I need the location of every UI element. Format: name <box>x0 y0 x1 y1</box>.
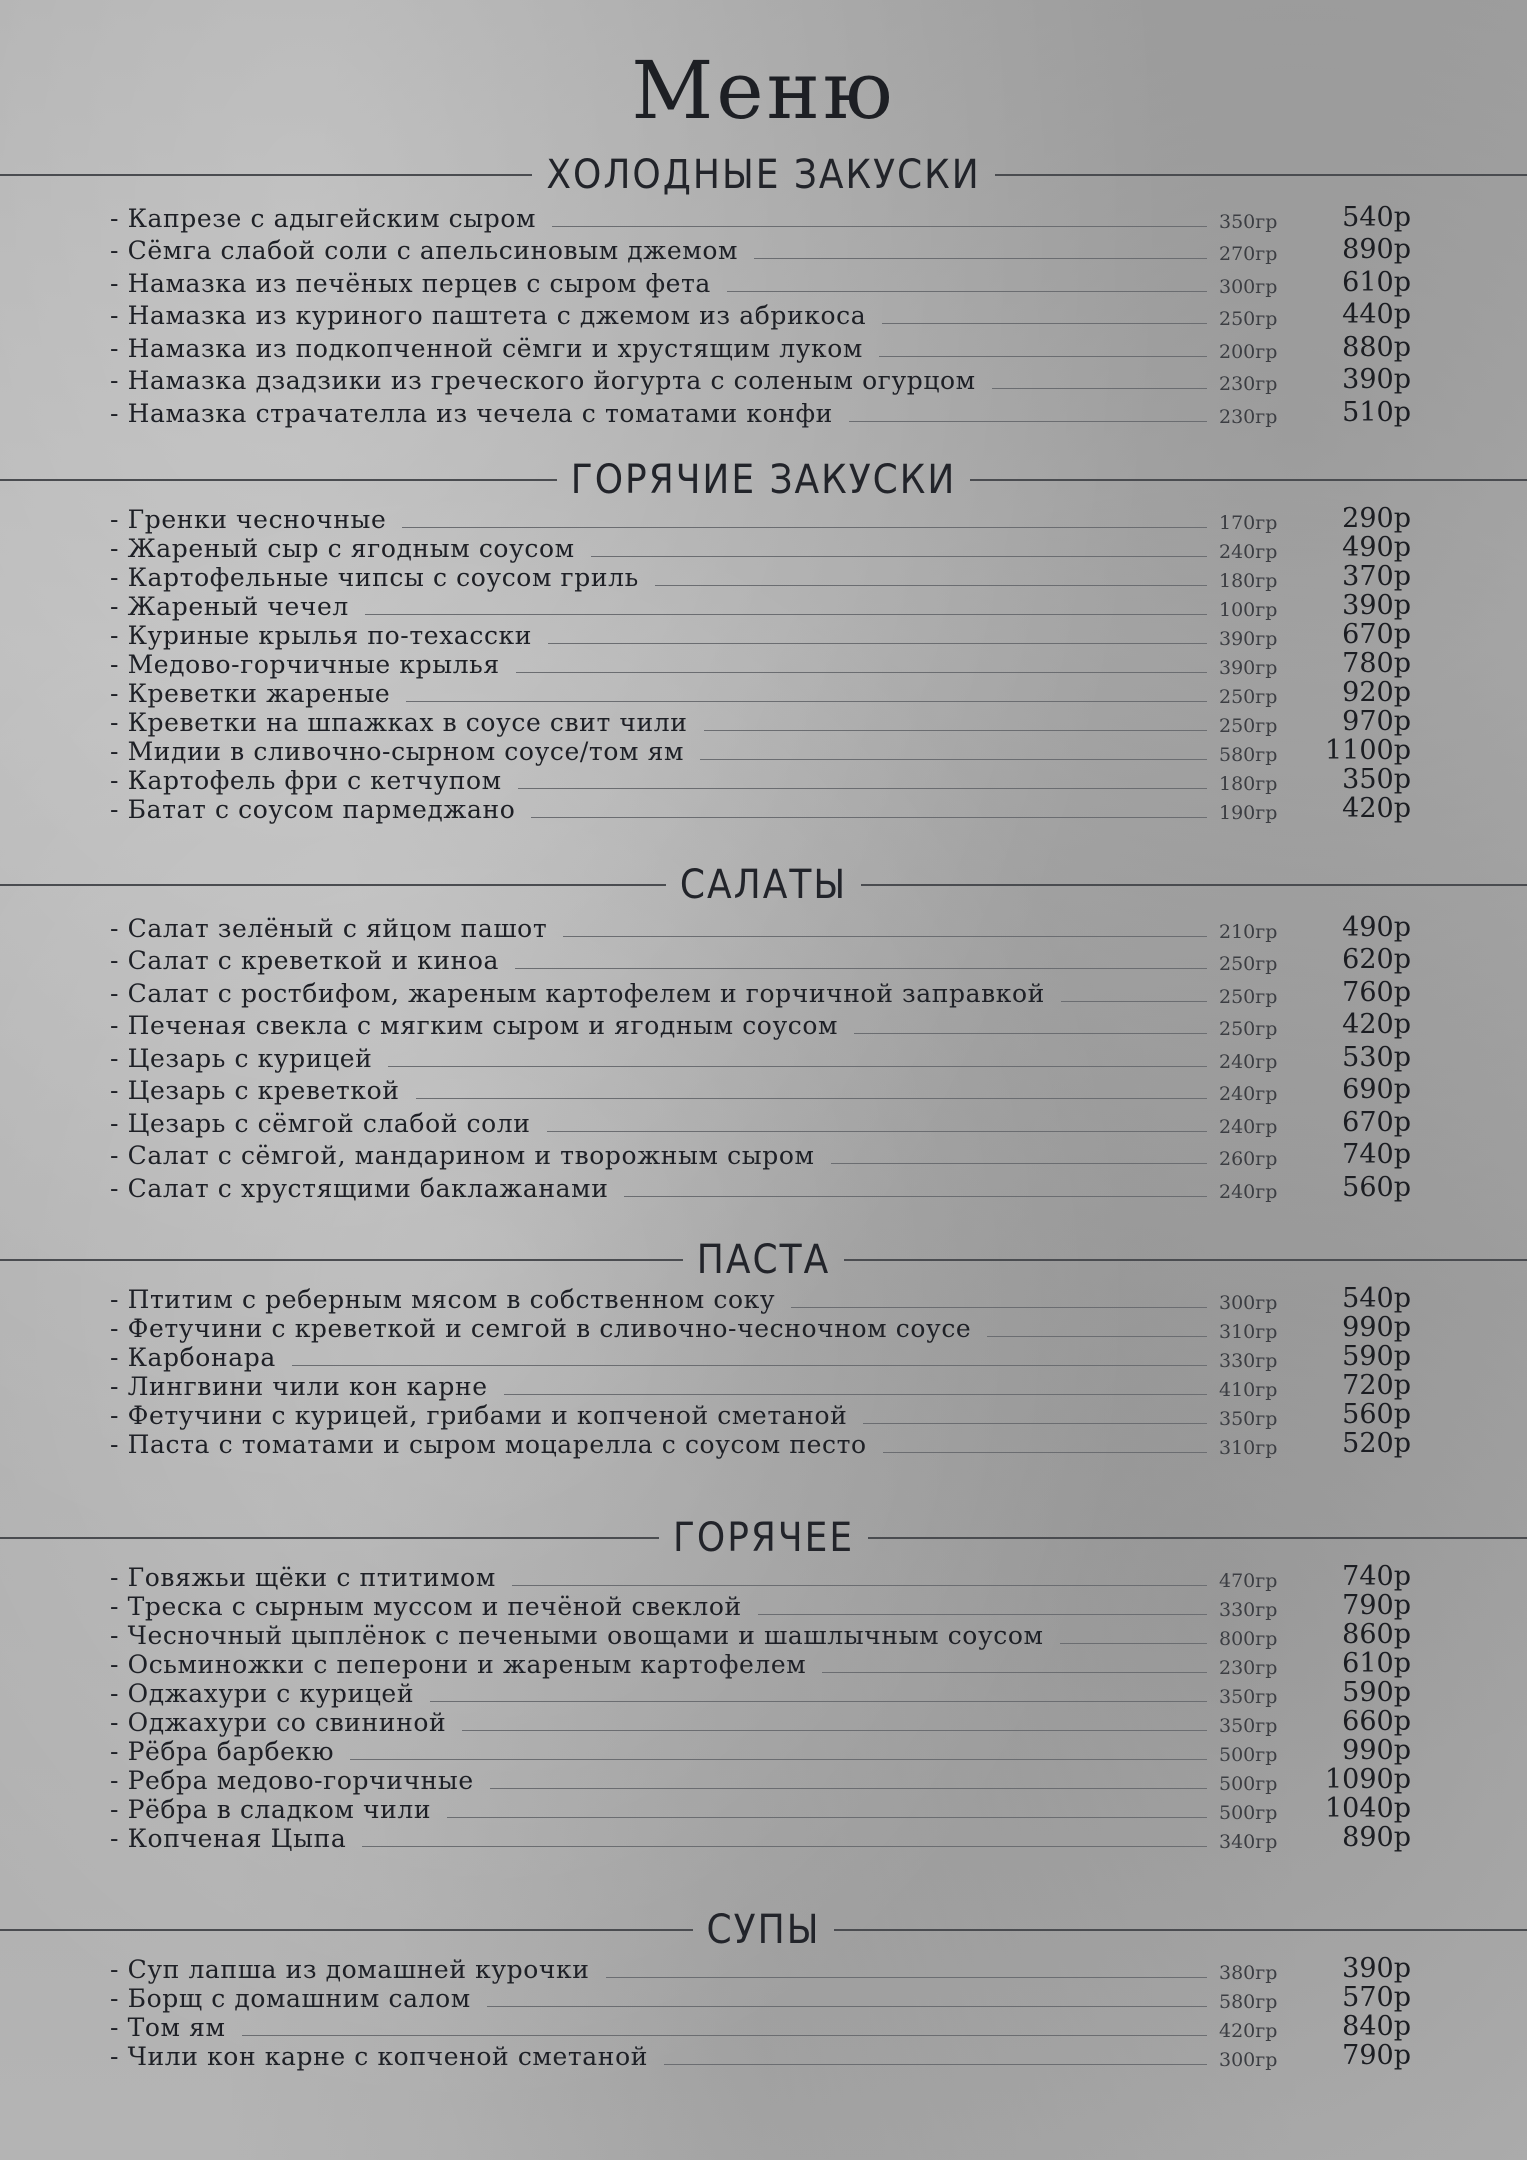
menu-item <box>0 975 1527 1008</box>
menu-section <box>0 1905 1527 2071</box>
menu-item <box>0 1621 1527 1650</box>
item-name: - Салат с креветкой и киноа <box>110 946 500 975</box>
item-price: 690р <box>1342 1074 1411 1105</box>
section-items <box>0 200 1527 428</box>
item-name: - Фетучини с курицей, грибами и копченой сметаной <box>110 1401 848 1430</box>
item-name: - Цезарь с курицей <box>110 1043 373 1073</box>
item-weight: 250гр <box>1219 686 1278 708</box>
item-weight: 200гр <box>1219 340 1278 363</box>
item-name: - Лингвини чили кон карне <box>110 1372 488 1401</box>
item-price: 390р <box>1342 590 1411 621</box>
section-rule-right <box>844 1259 1527 1261</box>
item-name: - Намазка из подкопченной сёмги и хрустящим луком <box>110 333 863 363</box>
item-price: 1040р <box>1325 1793 1411 1824</box>
menu-item <box>0 621 1527 650</box>
item-price: 760р <box>1342 976 1411 1008</box>
leader-line <box>242 2035 1207 2036</box>
section-header <box>0 1905 1527 1955</box>
item-weight: 100гр <box>1219 599 1278 621</box>
item-weight: 500гр <box>1219 1773 1278 1795</box>
menu-item <box>0 1372 1527 1401</box>
menu-item <box>0 1737 1527 1766</box>
item-price: 780р <box>1342 648 1411 679</box>
leader-line <box>606 1977 1207 1978</box>
leader-line <box>591 556 1207 557</box>
item-weight: 330гр <box>1219 1599 1278 1621</box>
item-weight: 180гр <box>1219 570 1278 592</box>
section-title: ПАСТА <box>696 1237 831 1283</box>
menu-item <box>0 1824 1527 1853</box>
item-price: 840р <box>1342 2011 1411 2042</box>
item-weight: 350гр <box>1219 1408 1278 1430</box>
item-weight: 390гр <box>1219 628 1278 650</box>
item-price: 670р <box>1342 619 1411 650</box>
item-weight: 310гр <box>1219 1437 1278 1459</box>
item-name: - Оджахури с курицей <box>110 1679 415 1708</box>
leader-line <box>882 323 1207 324</box>
section-rule-left <box>0 174 532 176</box>
item-price: 610р <box>1342 266 1411 298</box>
item-price: 740р <box>1342 1139 1411 1170</box>
item-weight: 230гр <box>1219 405 1278 428</box>
item-name: - Паста с томатами и сыром моцарелла с соусом песто <box>110 1430 867 1459</box>
item-name: - Чили кон карне с копченой сметаной <box>110 2042 648 2071</box>
item-weight: 250гр <box>1219 953 1278 975</box>
item-name: - Медово-горчичные крылья <box>110 650 500 679</box>
item-weight: 300гр <box>1219 275 1278 298</box>
item-weight: 230гр <box>1219 1657 1278 1679</box>
item-weight: 500гр <box>1219 1744 1278 1766</box>
item-name: - Жареный чечел <box>110 592 349 621</box>
item-weight: 240гр <box>1219 1115 1278 1138</box>
menu-item <box>0 737 1527 766</box>
item-weight: 240гр <box>1219 1180 1278 1203</box>
section-rule-right <box>995 174 1527 176</box>
item-price: 790р <box>1342 1590 1411 1621</box>
menu-item <box>0 1795 1527 1824</box>
item-price: 790р <box>1342 2040 1411 2071</box>
menu-item <box>0 1430 1527 1459</box>
item-price: 540р <box>1342 201 1411 233</box>
leader-line <box>822 1672 1207 1673</box>
leader-line <box>987 1336 1207 1337</box>
menu-item <box>0 708 1527 737</box>
menu-title: Меню <box>631 44 896 137</box>
item-price: 560р <box>1342 1171 1411 1203</box>
section-rule-left <box>0 1259 683 1261</box>
menu-item <box>0 1955 1527 1984</box>
section-title: ХОЛОДНЫЕ ЗАКУСКИ <box>546 152 981 198</box>
item-name: - Креветки на шпажках в соусе свит чили <box>110 708 688 737</box>
item-weight: 390гр <box>1219 657 1278 679</box>
section-rule-right <box>834 1929 1527 1931</box>
item-weight: 240гр <box>1219 1050 1278 1073</box>
item-name: - Том ям <box>110 2013 226 2042</box>
menu-item <box>0 650 1527 679</box>
item-weight: 270гр <box>1219 243 1278 265</box>
leader-line <box>515 968 1207 969</box>
menu-item <box>0 795 1527 824</box>
item-name: - Борщ с домашним салом <box>110 1984 471 2013</box>
item-price: 990р <box>1342 1735 1411 1766</box>
item-price: 490р <box>1342 532 1411 563</box>
leader-line <box>518 788 1207 789</box>
leader-line <box>758 1614 1207 1615</box>
item-price: 920р <box>1342 677 1411 708</box>
item-price: 590р <box>1342 1677 1411 1708</box>
item-weight: 190гр <box>1219 802 1278 824</box>
item-weight: 350гр <box>1219 1715 1278 1737</box>
menu-section <box>0 455 1527 824</box>
leader-line <box>831 1163 1207 1164</box>
item-weight: 240гр <box>1219 541 1278 563</box>
item-name: - Рёбра барбекю <box>110 1737 335 1766</box>
leader-line <box>462 1730 1207 1731</box>
section-items <box>0 1285 1527 1459</box>
item-price: 890р <box>1342 234 1411 265</box>
item-weight: 250гр <box>1219 715 1278 737</box>
item-weight: 420гр <box>1219 2020 1278 2042</box>
item-price: 510р <box>1342 396 1411 428</box>
item-name: - Копченая Цыпа <box>110 1824 347 1853</box>
item-name: - Картофельные чипсы с соусом гриль <box>110 563 639 592</box>
item-weight: 170гр <box>1219 512 1278 534</box>
item-name: - Рёбра в сладком чили <box>110 1795 432 1824</box>
menu-item <box>0 1170 1527 1203</box>
item-price: 860р <box>1342 1619 1411 1650</box>
menu-item <box>0 200 1527 233</box>
item-name: - Сёмга слабой соли с апельсиновым джемом <box>110 236 739 265</box>
menu-item <box>0 1563 1527 1592</box>
section-rule-left <box>0 1929 693 1931</box>
menu-item <box>0 1138 1527 1171</box>
menu-item <box>0 1285 1527 1314</box>
item-price: 520р <box>1342 1428 1411 1459</box>
leader-line <box>563 936 1207 937</box>
leader-line <box>700 759 1207 760</box>
menu-item <box>0 1592 1527 1621</box>
menu-item <box>0 505 1527 534</box>
item-price: 570р <box>1342 1982 1411 2013</box>
item-name: - Креветки жареные <box>110 679 391 708</box>
item-weight: 350гр <box>1219 210 1278 233</box>
item-weight: 230гр <box>1219 373 1278 395</box>
item-price: 390р <box>1342 364 1411 395</box>
item-name: - Карбонара <box>110 1343 276 1372</box>
section-rule-left <box>0 1537 659 1539</box>
leader-line <box>883 1452 1207 1453</box>
leader-line <box>547 1131 1207 1132</box>
leader-line <box>350 1759 1207 1760</box>
leader-line <box>531 817 1207 818</box>
menu-item <box>0 298 1527 331</box>
menu-item <box>0 1401 1527 1430</box>
item-weight: 250гр <box>1219 308 1278 330</box>
menu-item <box>0 1708 1527 1737</box>
section-header <box>0 150 1527 200</box>
item-price: 540р <box>1342 1283 1411 1314</box>
item-weight: 410гр <box>1219 1379 1278 1401</box>
section-header <box>0 1513 1527 1563</box>
menu-item <box>0 2042 1527 2071</box>
item-price: 660р <box>1342 1706 1411 1737</box>
leader-line <box>791 1307 1207 1308</box>
section-items <box>0 1563 1527 1853</box>
section-title: СУПЫ <box>706 1907 821 1953</box>
leader-line <box>1060 1643 1207 1644</box>
leader-line <box>406 701 1207 702</box>
leader-line <box>849 421 1207 422</box>
menu-item <box>0 1105 1527 1138</box>
section-header <box>0 1235 1527 1285</box>
menu-item <box>0 943 1527 976</box>
leader-line <box>552 226 1207 227</box>
item-price: 490р <box>1342 911 1411 943</box>
menu-section <box>0 1235 1527 1459</box>
item-weight: 330гр <box>1219 1350 1278 1372</box>
item-price: 350р <box>1342 764 1411 795</box>
item-price: 530р <box>1342 1041 1411 1073</box>
leader-line <box>879 356 1207 357</box>
item-name: - Суп лапша из домашней курочки <box>110 1955 590 1984</box>
item-price: 740р <box>1342 1561 1411 1592</box>
section-items <box>0 910 1527 1203</box>
leader-line <box>292 1365 1207 1366</box>
item-name: - Оджахури со свининой <box>110 1708 447 1737</box>
leader-line <box>362 1846 1207 1847</box>
item-weight: 180гр <box>1219 773 1278 795</box>
item-price: 620р <box>1342 944 1411 975</box>
leader-line <box>490 1788 1207 1789</box>
leader-line <box>704 730 1207 731</box>
menu-section <box>0 1513 1527 1853</box>
item-weight: 500гр <box>1219 1802 1278 1824</box>
item-weight: 340гр <box>1219 1831 1278 1853</box>
menu-item <box>0 1314 1527 1343</box>
item-weight: 310гр <box>1219 1321 1278 1343</box>
item-name: - Намазка дзадзики из греческого йогурта с соленым огурцом <box>110 366 976 395</box>
item-name: - Намазка из куриного паштета с джемом из абрикоса <box>110 301 867 330</box>
menu-item <box>0 1040 1527 1073</box>
leader-line <box>854 1033 1207 1034</box>
leader-line <box>754 258 1207 259</box>
item-name: - Салат с хрустящими баклажанами <box>110 1173 609 1203</box>
menu-section <box>0 860 1527 1203</box>
section-title: ГОРЯЧИЕ ЗАКУСКИ <box>570 457 957 503</box>
menu-item <box>0 534 1527 563</box>
menu-item <box>0 1343 1527 1372</box>
item-name: - Намазка страчателла из чечела с томатами конфи <box>110 398 833 428</box>
item-name: - Печеная свекла с мягким сыром и ягодным соусом <box>110 1011 839 1040</box>
item-name: - Цезарь с креветкой <box>110 1076 400 1105</box>
item-name: - Птитим с реберным мясом в собственном соку <box>110 1285 776 1314</box>
item-price: 970р <box>1342 706 1411 737</box>
item-price: 990р <box>1342 1312 1411 1343</box>
item-price: 670р <box>1342 1106 1411 1138</box>
menu-item <box>0 1073 1527 1106</box>
item-name: - Жареный сыр с ягодным соусом <box>110 534 575 563</box>
section-header <box>0 455 1527 505</box>
item-name: - Осьминожки с пеперони и жареным картофелем <box>110 1650 807 1679</box>
item-price: 880р <box>1342 331 1411 363</box>
item-price: 720р <box>1342 1370 1411 1401</box>
item-weight: 580гр <box>1219 1991 1278 2013</box>
section-rule-right <box>868 1537 1527 1539</box>
leader-line <box>504 1394 1207 1395</box>
item-weight: 250гр <box>1219 985 1278 1008</box>
menu-item <box>0 766 1527 795</box>
item-weight: 380гр <box>1219 1962 1278 1984</box>
section-items <box>0 1955 1527 2071</box>
leader-line <box>727 291 1207 292</box>
menu-item <box>0 2013 1527 2042</box>
item-name: - Батат с соусом пармеджано <box>110 795 516 824</box>
section-rule-right <box>970 479 1527 481</box>
menu-item <box>0 679 1527 708</box>
item-weight: 210гр <box>1219 920 1278 943</box>
item-weight: 800гр <box>1219 1628 1278 1650</box>
item-name: - Треска с сырным муссом и печёной свеклой <box>110 1592 742 1621</box>
item-name: - Фетучини с креветкой и семгой в сливочно-чесночном соусе <box>110 1314 972 1343</box>
section-rule-left <box>0 884 666 886</box>
leader-line <box>992 388 1207 389</box>
item-name: - Гренки чесночные <box>110 505 387 534</box>
item-weight: 250гр <box>1219 1018 1278 1040</box>
menu-item <box>0 910 1527 943</box>
menu-item <box>0 1008 1527 1041</box>
leader-line <box>516 672 1207 673</box>
leader-line <box>402 527 1207 528</box>
item-price: 610р <box>1342 1648 1411 1679</box>
menu-item <box>0 233 1527 266</box>
item-price: 440р <box>1342 299 1411 330</box>
item-name: - Намазка из печёных перцев с сыром фета <box>110 268 711 298</box>
section-rule-left <box>0 479 557 481</box>
leader-line <box>487 2006 1207 2007</box>
item-price: 390р <box>1342 1953 1411 1984</box>
item-name: - Ребра медово-горчичные <box>110 1766 474 1795</box>
section-items <box>0 505 1527 824</box>
item-weight: 350гр <box>1219 1686 1278 1708</box>
item-weight: 580гр <box>1219 744 1278 766</box>
leader-line <box>365 614 1207 615</box>
menu-item <box>0 330 1527 363</box>
menu-section <box>0 150 1527 428</box>
leader-line <box>416 1098 1207 1099</box>
item-weight: 260гр <box>1219 1148 1278 1170</box>
item-name: - Салат с ростбифом, жареным картофелем и горчичной заправкой <box>110 978 1045 1008</box>
menu-item <box>0 363 1527 396</box>
leader-line <box>548 643 1207 644</box>
item-price: 1090р <box>1325 1764 1411 1795</box>
item-price: 560р <box>1342 1399 1411 1430</box>
section-title: ГОРЯЧЕЕ <box>672 1515 855 1561</box>
section-rule-right <box>861 884 1527 886</box>
leader-line <box>655 585 1207 586</box>
menu-item <box>0 1679 1527 1708</box>
menu-item <box>0 1984 1527 2013</box>
item-name: - Салат с сёмгой, мандарином и творожным сыром <box>110 1141 815 1170</box>
item-weight: 300гр <box>1219 2049 1278 2071</box>
item-price: 1100р <box>1325 735 1411 766</box>
menu-item <box>0 265 1527 298</box>
item-name: - Картофель фри с кетчупом <box>110 766 502 795</box>
leader-line <box>512 1585 1207 1586</box>
item-name: - Салат зелёный с яйцом пашот <box>110 913 548 943</box>
leader-line <box>664 2064 1207 2065</box>
section-title: САЛАТЫ <box>679 862 848 908</box>
item-name: - Капрезе с адыгейским сыром <box>110 203 537 233</box>
item-price: 290р <box>1342 503 1411 534</box>
item-name: - Цезарь с сёмгой слабой соли <box>110 1108 531 1138</box>
leader-line <box>624 1196 1207 1197</box>
leader-line <box>447 1817 1207 1818</box>
menu-item <box>0 592 1527 621</box>
menu-item <box>0 395 1527 428</box>
menu-item <box>0 1650 1527 1679</box>
leader-line <box>388 1066 1207 1067</box>
item-name: - Мидии в сливочно-сырном соусе/том ям <box>110 737 684 766</box>
item-weight: 300гр <box>1219 1292 1278 1314</box>
item-name: - Говяжьи щёки с птитимом <box>110 1563 496 1592</box>
section-header <box>0 860 1527 910</box>
item-price: 590р <box>1342 1341 1411 1372</box>
leader-line <box>863 1423 1207 1424</box>
item-weight: 470гр <box>1219 1570 1278 1592</box>
item-name: - Куриные крылья по-техасски <box>110 621 533 650</box>
item-name: - Чесночный цыплёнок с печеными овощами и шашлычным соусом <box>110 1621 1044 1650</box>
item-weight: 240гр <box>1219 1083 1278 1105</box>
menu-item <box>0 1766 1527 1795</box>
item-price: 890р <box>1342 1822 1411 1853</box>
item-price: 420р <box>1342 1009 1411 1040</box>
leader-line <box>1061 1001 1207 1002</box>
menu-item <box>0 563 1527 592</box>
item-price: 420р <box>1342 793 1411 824</box>
leader-line <box>430 1701 1207 1702</box>
item-price: 370р <box>1342 561 1411 592</box>
